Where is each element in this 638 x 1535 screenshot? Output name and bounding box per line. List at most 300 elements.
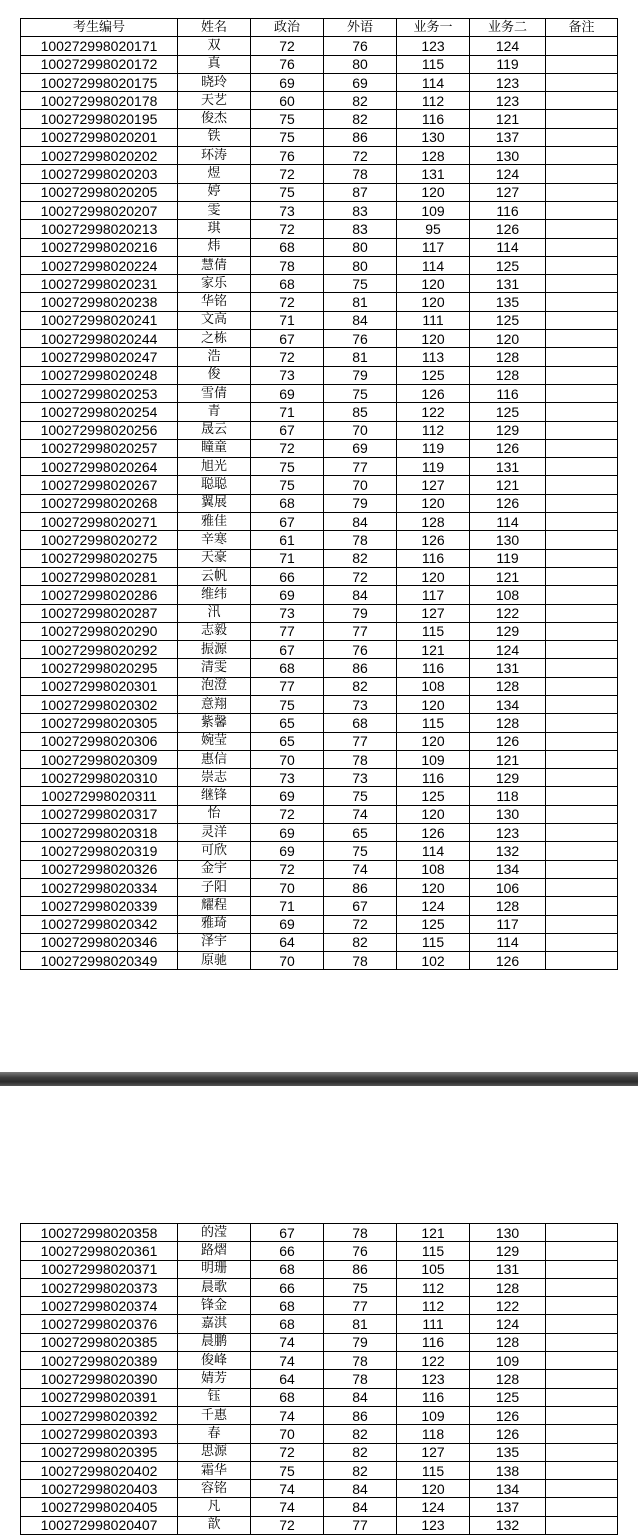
- name-cell: 子阳: [178, 878, 251, 896]
- name-cell: 琪: [178, 220, 251, 238]
- exam-id-cell: 100272998020295: [21, 659, 178, 677]
- remarks-cell: [546, 1224, 618, 1242]
- major-2-cell: 116: [470, 201, 546, 219]
- major-2-cell: 125: [470, 1388, 546, 1406]
- name-cell: 真: [178, 55, 251, 73]
- exam-id-cell: 100272998020195: [21, 110, 178, 128]
- table-row: [21, 897, 618, 915]
- exam-id-cell: 100272998020244: [21, 330, 178, 348]
- name-cell: 意翔: [178, 695, 251, 713]
- major-2-cell: 116: [470, 384, 546, 402]
- major-1-cell: 118: [397, 1425, 470, 1443]
- remarks-cell: [546, 110, 618, 128]
- major-1-cell: 121: [397, 1224, 470, 1242]
- foreign-language-cell: 83: [324, 201, 397, 219]
- table-row: [21, 311, 618, 329]
- exam-id-cell: 100272998020302: [21, 695, 178, 713]
- table-row: [21, 165, 618, 183]
- foreign-language-cell: 86: [324, 1260, 397, 1278]
- remarks-cell: [546, 330, 618, 348]
- name-cell: 雅琦: [178, 915, 251, 933]
- politics-cell: 72: [251, 860, 324, 878]
- exam-id-cell: 100272998020264: [21, 458, 178, 476]
- major-2-cell: 135: [470, 1443, 546, 1461]
- foreign-language-cell: 74: [324, 860, 397, 878]
- politics-cell: 70: [251, 1425, 324, 1443]
- table-row: [21, 1461, 618, 1479]
- foreign-language-cell: 78: [324, 750, 397, 768]
- politics-cell: 71: [251, 311, 324, 329]
- table-row: [21, 147, 618, 165]
- politics-cell: 70: [251, 878, 324, 896]
- name-cell: 的滢: [178, 1224, 251, 1242]
- major-1-cell: 123: [397, 1516, 470, 1534]
- major-2-cell: 121: [470, 110, 546, 128]
- name-cell: 雯: [178, 201, 251, 219]
- foreign-language-cell: 79: [324, 1333, 397, 1351]
- foreign-language-cell: 80: [324, 256, 397, 274]
- remarks-cell: [546, 311, 618, 329]
- table-row: [21, 677, 618, 695]
- remarks-cell: [546, 494, 618, 512]
- politics-cell: 74: [251, 1406, 324, 1424]
- table-row: [21, 952, 618, 970]
- remarks-cell: [546, 805, 618, 823]
- foreign-language-cell: 77: [324, 1297, 397, 1315]
- major-1-cell: 125: [397, 366, 470, 384]
- major-2-cell: 126: [470, 220, 546, 238]
- major-1-cell: 114: [397, 73, 470, 91]
- major-2-cell: 121: [470, 476, 546, 494]
- politics-cell: 66: [251, 1278, 324, 1296]
- remarks-cell: [546, 37, 618, 55]
- major-2-cell: 114: [470, 238, 546, 256]
- foreign-language-cell: 86: [324, 128, 397, 146]
- remarks-cell: [546, 439, 618, 457]
- major-2-cell: 122: [470, 604, 546, 622]
- major-2-cell: 128: [470, 366, 546, 384]
- major-1-cell: 116: [397, 1333, 470, 1351]
- name-cell: 晨歌: [178, 1278, 251, 1296]
- politics-cell: 64: [251, 1370, 324, 1388]
- exam-id-cell: 100272998020178: [21, 92, 178, 110]
- remarks-cell: [546, 787, 618, 805]
- major-2-cell: 128: [470, 348, 546, 366]
- name-cell: 婷: [178, 183, 251, 201]
- foreign-language-cell: 82: [324, 677, 397, 695]
- major-2-cell: 114: [470, 933, 546, 951]
- remarks-cell: [546, 824, 618, 842]
- politics-cell: 65: [251, 714, 324, 732]
- name-cell: 惠信: [178, 750, 251, 768]
- exam-id-cell: 100272998020201: [21, 128, 178, 146]
- name-cell: 原驰: [178, 952, 251, 970]
- major-2-cell: 134: [470, 695, 546, 713]
- major-2-cell: 126: [470, 1425, 546, 1443]
- remarks-cell: [546, 952, 618, 970]
- major-2-cell: 128: [470, 1370, 546, 1388]
- header-row: [21, 19, 618, 37]
- major-1-cell: 116: [397, 110, 470, 128]
- name-cell: 俊峰: [178, 1352, 251, 1370]
- foreign-language-cell: 72: [324, 567, 397, 585]
- politics-cell: 72: [251, 165, 324, 183]
- politics-cell: 68: [251, 659, 324, 677]
- major-1-cell: 125: [397, 915, 470, 933]
- table-row: [21, 878, 618, 896]
- exam-id-cell: 100272998020405: [21, 1498, 178, 1516]
- foreign-language-cell: 68: [324, 714, 397, 732]
- remarks-cell: [546, 897, 618, 915]
- exam-id-cell: 100272998020306: [21, 732, 178, 750]
- foreign-language-cell: 73: [324, 695, 397, 713]
- exam-id-cell: 100272998020268: [21, 494, 178, 512]
- major-2-cell: 126: [470, 494, 546, 512]
- exam-id-cell: 100272998020286: [21, 586, 178, 604]
- exam-id-cell: 100272998020253: [21, 384, 178, 402]
- remarks-cell: [546, 293, 618, 311]
- remarks-cell: [546, 128, 618, 146]
- table-row: [21, 641, 618, 659]
- foreign-language-cell: 74: [324, 805, 397, 823]
- major-1-cell: 116: [397, 549, 470, 567]
- exam-id-cell: 100272998020349: [21, 952, 178, 970]
- exam-id-cell: 100272998020395: [21, 1443, 178, 1461]
- major-1-cell: 127: [397, 604, 470, 622]
- foreign-language-cell: 69: [324, 73, 397, 91]
- major-1-cell: 115: [397, 1242, 470, 1260]
- major-2-cell: 123: [470, 92, 546, 110]
- politics-cell: 75: [251, 1461, 324, 1479]
- remarks-cell: [546, 750, 618, 768]
- politics-cell: 74: [251, 1480, 324, 1498]
- table-row: [21, 439, 618, 457]
- major-1-cell: 120: [397, 330, 470, 348]
- name-cell: 煜: [178, 165, 251, 183]
- exam-id-cell: 100272998020202: [21, 147, 178, 165]
- table-row: [21, 238, 618, 256]
- major-2-cell: 134: [470, 860, 546, 878]
- table-row: [21, 201, 618, 219]
- remarks-cell: [546, 92, 618, 110]
- name-cell: 环涛: [178, 147, 251, 165]
- major-1-cell: 120: [397, 805, 470, 823]
- politics-cell: 69: [251, 586, 324, 604]
- major-2-cell: 128: [470, 677, 546, 695]
- exam-id-cell: 100272998020390: [21, 1370, 178, 1388]
- major-1-cell: 128: [397, 147, 470, 165]
- major-1-cell: 125: [397, 787, 470, 805]
- major-1-cell: 115: [397, 1461, 470, 1479]
- politics-cell: 70: [251, 750, 324, 768]
- table-row: [21, 256, 618, 274]
- name-cell: 振源: [178, 641, 251, 659]
- exam-id-cell: 100272998020334: [21, 878, 178, 896]
- exam-id-cell: 100272998020267: [21, 476, 178, 494]
- remarks-cell: [546, 1315, 618, 1333]
- table-row: [21, 824, 618, 842]
- foreign-language-cell: 76: [324, 330, 397, 348]
- foreign-language-cell: 78: [324, 1352, 397, 1370]
- name-cell: 晨鹏: [178, 1333, 251, 1351]
- major-2-cell: 122: [470, 1297, 546, 1315]
- politics-cell: 68: [251, 1260, 324, 1278]
- name-cell: 晟云: [178, 421, 251, 439]
- major-2-cell: 117: [470, 915, 546, 933]
- foreign-language-cell: 78: [324, 1224, 397, 1242]
- name-cell: 泡澄: [178, 677, 251, 695]
- table-row: [21, 421, 618, 439]
- foreign-language-cell: 82: [324, 933, 397, 951]
- exam-id-cell: 100272998020301: [21, 677, 178, 695]
- major-2-cell: 137: [470, 128, 546, 146]
- remarks-cell: [546, 55, 618, 73]
- remarks-cell: [546, 677, 618, 695]
- name-cell: 旭光: [178, 458, 251, 476]
- foreign-language-cell: 70: [324, 421, 397, 439]
- foreign-language-cell: 82: [324, 1461, 397, 1479]
- major-1-cell: 112: [397, 421, 470, 439]
- exam-id-cell: 100272998020361: [21, 1242, 178, 1260]
- table-row: [21, 1224, 618, 1242]
- remarks-cell: [546, 1498, 618, 1516]
- table-row: [21, 403, 618, 421]
- major-1-cell: 123: [397, 1370, 470, 1388]
- table-row: [21, 1352, 618, 1370]
- exam-id-cell: 100272998020254: [21, 403, 178, 421]
- exam-id-cell: 100272998020241: [21, 311, 178, 329]
- politics-cell: 67: [251, 641, 324, 659]
- header-remarks: 备注: [546, 19, 618, 37]
- foreign-language-cell: 87: [324, 183, 397, 201]
- remarks-cell: [546, 458, 618, 476]
- exam-id-cell: 100272998020326: [21, 860, 178, 878]
- exam-id-cell: 100272998020346: [21, 933, 178, 951]
- foreign-language-cell: 75: [324, 842, 397, 860]
- remarks-cell: [546, 1242, 618, 1260]
- politics-cell: 67: [251, 1224, 324, 1242]
- table-row: [21, 494, 618, 512]
- table-row: [21, 933, 618, 951]
- politics-cell: 68: [251, 275, 324, 293]
- name-cell: 炜: [178, 238, 251, 256]
- table-row: [21, 915, 618, 933]
- exam-id-cell: 100272998020385: [21, 1333, 178, 1351]
- major-1-cell: 124: [397, 1498, 470, 1516]
- foreign-language-cell: 75: [324, 384, 397, 402]
- name-cell: 嘉淇: [178, 1315, 251, 1333]
- foreign-language-cell: 75: [324, 275, 397, 293]
- major-1-cell: 120: [397, 695, 470, 713]
- foreign-language-cell: 77: [324, 732, 397, 750]
- remarks-cell: [546, 1278, 618, 1296]
- major-2-cell: 124: [470, 165, 546, 183]
- politics-cell: 71: [251, 897, 324, 915]
- major-1-cell: 95: [397, 220, 470, 238]
- major-1-cell: 117: [397, 586, 470, 604]
- foreign-language-cell: 82: [324, 1425, 397, 1443]
- major-1-cell: 131: [397, 165, 470, 183]
- major-1-cell: 113: [397, 348, 470, 366]
- politics-cell: 69: [251, 73, 324, 91]
- exam-id-cell: 100272998020371: [21, 1260, 178, 1278]
- foreign-language-cell: 76: [324, 641, 397, 659]
- politics-cell: 61: [251, 531, 324, 549]
- foreign-language-cell: 83: [324, 220, 397, 238]
- name-cell: 慧倩: [178, 256, 251, 274]
- header-foreign-language: 外语: [324, 19, 397, 37]
- major-2-cell: 138: [470, 1461, 546, 1479]
- exam-id-cell: 100272998020290: [21, 622, 178, 640]
- major-2-cell: 130: [470, 1224, 546, 1242]
- exam-id-cell: 100272998020231: [21, 275, 178, 293]
- name-cell: 辛寒: [178, 531, 251, 549]
- politics-cell: 72: [251, 439, 324, 457]
- name-cell: 晓玲: [178, 73, 251, 91]
- name-cell: 家乐: [178, 275, 251, 293]
- politics-cell: 68: [251, 1388, 324, 1406]
- table-row: [21, 1480, 618, 1498]
- table-row: [21, 659, 618, 677]
- remarks-cell: [546, 1516, 618, 1534]
- major-2-cell: 128: [470, 897, 546, 915]
- politics-cell: 74: [251, 1333, 324, 1351]
- exam-id-cell: 100272998020248: [21, 366, 178, 384]
- table-row: [21, 476, 618, 494]
- foreign-language-cell: 82: [324, 92, 397, 110]
- name-cell: 聪聪: [178, 476, 251, 494]
- politics-cell: 72: [251, 1443, 324, 1461]
- major-1-cell: 116: [397, 769, 470, 787]
- major-1-cell: 120: [397, 878, 470, 896]
- exam-id-cell: 100272998020311: [21, 787, 178, 805]
- foreign-language-cell: 84: [324, 1480, 397, 1498]
- politics-cell: 69: [251, 842, 324, 860]
- major-2-cell: 125: [470, 311, 546, 329]
- table-row: [21, 330, 618, 348]
- major-2-cell: 125: [470, 256, 546, 274]
- table-row: [21, 92, 618, 110]
- politics-cell: 67: [251, 330, 324, 348]
- exam-id-cell: 100272998020391: [21, 1388, 178, 1406]
- major-1-cell: 126: [397, 531, 470, 549]
- name-cell: 天豪: [178, 549, 251, 567]
- remarks-cell: [546, 659, 618, 677]
- major-2-cell: 130: [470, 147, 546, 165]
- exam-id-cell: 100272998020376: [21, 1315, 178, 1333]
- major-1-cell: 120: [397, 293, 470, 311]
- major-2-cell: 114: [470, 513, 546, 531]
- table-row: [21, 622, 618, 640]
- politics-cell: 69: [251, 384, 324, 402]
- table-row: [21, 458, 618, 476]
- politics-cell: 69: [251, 787, 324, 805]
- header-major-1: 业务一: [397, 19, 470, 37]
- table-row: [21, 1242, 618, 1260]
- major-1-cell: 120: [397, 494, 470, 512]
- remarks-cell: [546, 1406, 618, 1424]
- major-2-cell: 128: [470, 714, 546, 732]
- score-table-page-2: [20, 1223, 618, 1535]
- exam-id-cell: 100272998020318: [21, 824, 178, 842]
- politics-cell: 73: [251, 604, 324, 622]
- major-1-cell: 117: [397, 238, 470, 256]
- major-1-cell: 109: [397, 201, 470, 219]
- major-1-cell: 120: [397, 275, 470, 293]
- remarks-cell: [546, 732, 618, 750]
- major-2-cell: 124: [470, 1315, 546, 1333]
- exam-id-cell: 100272998020392: [21, 1406, 178, 1424]
- name-cell: 清雯: [178, 659, 251, 677]
- remarks-cell: [546, 1480, 618, 1498]
- table-row: [21, 1278, 618, 1296]
- exam-id-cell: 100272998020275: [21, 549, 178, 567]
- politics-cell: 72: [251, 348, 324, 366]
- table-row: [21, 513, 618, 531]
- name-cell: 文高: [178, 311, 251, 329]
- remarks-cell: [546, 1425, 618, 1443]
- name-cell: 青: [178, 403, 251, 421]
- politics-cell: 66: [251, 1242, 324, 1260]
- remarks-cell: [546, 476, 618, 494]
- exam-id-cell: 100272998020403: [21, 1480, 178, 1498]
- major-1-cell: 122: [397, 403, 470, 421]
- exam-id-cell: 100272998020203: [21, 165, 178, 183]
- foreign-language-cell: 80: [324, 238, 397, 256]
- name-cell: 崇志: [178, 769, 251, 787]
- politics-cell: 69: [251, 824, 324, 842]
- exam-id-cell: 100272998020319: [21, 842, 178, 860]
- foreign-language-cell: 81: [324, 293, 397, 311]
- major-2-cell: 125: [470, 403, 546, 421]
- foreign-language-cell: 77: [324, 458, 397, 476]
- table-row: [21, 275, 618, 293]
- exam-id-cell: 100272998020247: [21, 348, 178, 366]
- foreign-language-cell: 72: [324, 147, 397, 165]
- table-row: [21, 128, 618, 146]
- foreign-language-cell: 78: [324, 165, 397, 183]
- table-row: [21, 1406, 618, 1424]
- major-1-cell: 115: [397, 622, 470, 640]
- table-row: [21, 55, 618, 73]
- name-cell: 双: [178, 37, 251, 55]
- name-cell: 灵洋: [178, 824, 251, 842]
- remarks-cell: [546, 933, 618, 951]
- remarks-cell: [546, 860, 618, 878]
- name-cell: 霜华: [178, 1461, 251, 1479]
- remarks-cell: [546, 513, 618, 531]
- major-2-cell: 134: [470, 1480, 546, 1498]
- major-1-cell: 108: [397, 677, 470, 695]
- name-cell: 容铭: [178, 1480, 251, 1498]
- exam-id-cell: 100272998020393: [21, 1425, 178, 1443]
- major-1-cell: 127: [397, 476, 470, 494]
- major-1-cell: 116: [397, 659, 470, 677]
- foreign-language-cell: 81: [324, 348, 397, 366]
- major-2-cell: 128: [470, 1278, 546, 1296]
- exam-id-cell: 100272998020310: [21, 769, 178, 787]
- major-1-cell: 126: [397, 384, 470, 402]
- foreign-language-cell: 86: [324, 659, 397, 677]
- exam-id-cell: 100272998020389: [21, 1352, 178, 1370]
- exam-id-cell: 100272998020305: [21, 714, 178, 732]
- foreign-language-cell: 70: [324, 476, 397, 494]
- foreign-language-cell: 78: [324, 952, 397, 970]
- major-2-cell: 137: [470, 1498, 546, 1516]
- remarks-cell: [546, 1370, 618, 1388]
- politics-cell: 66: [251, 567, 324, 585]
- major-1-cell: 120: [397, 732, 470, 750]
